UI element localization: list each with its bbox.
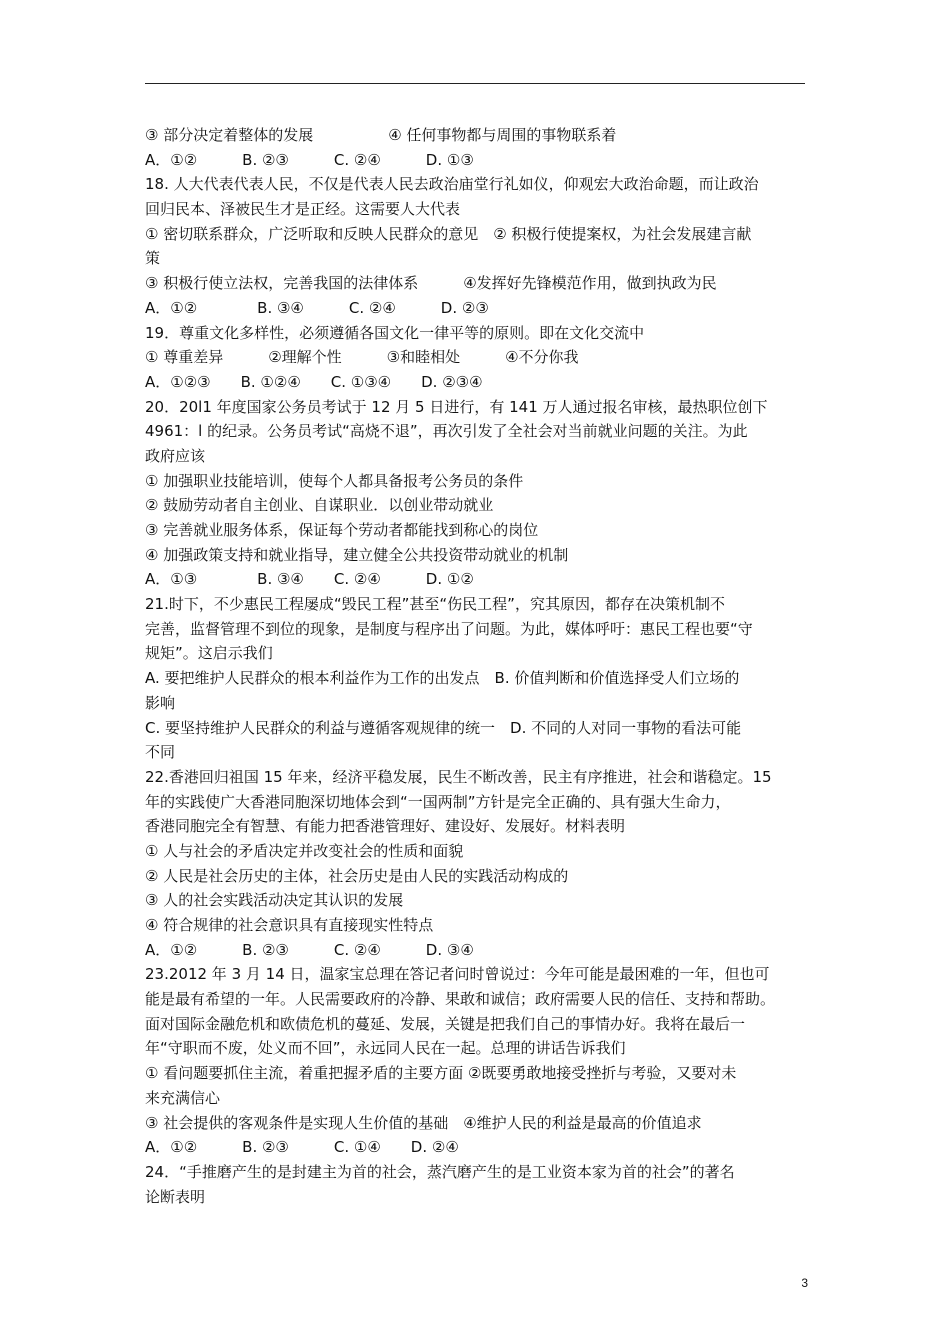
- text-line: ③ 社会提供的客观条件是实现人生价值的基础 ④维护人民的利益是最高的价值追求: [145, 1113, 702, 1132]
- text-line: 策: [145, 249, 161, 268]
- text-line: 面对国际金融危机和欧债危机的蔓延、发展，关键是把我们自己的事情办好。我将在最后一: [145, 1014, 746, 1033]
- answer-options: A．①② B. ②③ C. ②④ D. ③④: [145, 940, 474, 959]
- text-line: ④ 符合规律的社会意识具有直接现实性特点: [145, 916, 434, 934]
- question-24: 24．“手推磨产生的是封建主为首的社会，蒸汽磨产生的是工业资本家为首的社会”的著名: [145, 1162, 735, 1181]
- text-line: ① 密切联系群众，广泛听取和反映人民群众的意见 ② 积极行使提案权，为社会发展建言献: [145, 224, 752, 243]
- text-line: ③ 积极行使立法权，完善我国的法律体系 ④发挥好先锋模范作用，做到执政为民: [145, 274, 717, 293]
- text-line: ① 人与社会的矛盾决定并改变社会的性质和面貌: [145, 841, 464, 860]
- text-line: 影响: [145, 693, 176, 712]
- answer-options: A．①②③ B. ①②④ C. ①③④ D. ②③④: [145, 372, 483, 391]
- text-line: ② 人民是社会历史的主体，社会历史是由人民的实践活动构成的: [145, 866, 569, 885]
- text-line: ② 鼓励劳动者自主创业、自谋职业．以创业带动就业: [145, 496, 494, 515]
- question-23: 23.2012 年 3 月 14 日，温家宝总理在答记者问时曾说过：今年可能是最困难的一年，但也可: [145, 965, 770, 984]
- page-body: [145, 123, 810, 1209]
- question-19: 19．尊重文化多样性，必须遵循各国文化一律平等的原则。即在文化交流中: [145, 323, 645, 342]
- question-18: 18. 人大代表代表人民，不仅是代表人民去政治庙堂行礼如仪，仰观宏大政治命题，而让政治: [145, 175, 759, 194]
- question-22: 22.香港回归祖国 15 年来，经济平稳发展，民生不断改善，民主有序推进，社会和谐稳定。15: [145, 767, 772, 786]
- header-rule: [145, 83, 805, 84]
- answer-options: A．①② B. ③④ C. ②④ D. ②③: [145, 298, 489, 317]
- text-line: ① 加强职业技能培训，使每个人都具备报考公务员的条件: [145, 471, 524, 490]
- text-line: 论断表明: [145, 1187, 206, 1206]
- text-line: ① 尊重差异 ②理解个性 ③和睦相处 ④不分你我: [145, 348, 579, 367]
- question-21: 21.时下，不少惠民工程屡成“毁民工程”甚至“伤民工程”，究其原因，都存在决策机制不: [145, 595, 725, 614]
- text-line: 年“守职而不废，处义而不回”，永远同人民在一起。总理的讲话告诉我们: [145, 1039, 626, 1058]
- text-line: 回归民本、泽被民生才是正经。这需要人大代表: [145, 200, 461, 219]
- text-line: 香港同胞完全有智慧、有能力把香港管理好、建设好、发展好。材料表明: [145, 817, 626, 836]
- text-line: 年的实践使广大香港同胞深切地体会到“一国两制”方针是完全正确的、具有强大生命力，: [145, 792, 731, 811]
- question-20: 20．20l1 年度国家公务员考试于 12 月 5 日进行，有 141 万人通过报名审核，最热职位创下: [145, 397, 768, 416]
- answer-options: A．①② B. ②③ C. ①④ D. ②④: [145, 1138, 459, 1157]
- text-line: 不同: [145, 743, 176, 762]
- text-line: 4961：l 的纪录。公务员考试“高烧不退”，再次引发了全社会对当前就业问题的关注。为此: [145, 422, 748, 441]
- text-line: ④ 加强政策支持和就业指导，建立健全公共投资带动就业的机制: [145, 545, 569, 564]
- page-number: 3: [801, 1276, 808, 1290]
- text-line: ① 看问题要抓住主流，着重把握矛盾的主要方面 ②既要勇敢地接受挫折与考验，又要对未: [145, 1064, 737, 1083]
- answer-options: A．①② B. ②③ C. ②④ D. ①③: [145, 150, 474, 169]
- answer-options: A．①③ B. ③④ C. ②④ D. ①②: [145, 570, 474, 589]
- text-line: 来充满信心: [145, 1088, 221, 1107]
- text-line: C. 要坚持维护人民群众的利益与遵循客观规律的统一 D. 不同的人对同一事物的看法可能: [145, 718, 742, 737]
- text-line: ③ 完善就业服务体系，保证每个劳动者都能找到称心的岗位: [145, 521, 539, 539]
- text-line: A. 要把维护人民群众的根本利益作为工作的出发点 B. 价值判断和价值选择受人们立场的: [145, 669, 740, 688]
- text-line: 政府应该: [145, 446, 206, 465]
- text-line: 能是最有希望的一年。人民需要政府的冷静、果敢和诚信；政府需要人民的信任、支持和帮助。: [145, 990, 776, 1009]
- text-line: 完善，监督管理不到位的现象，是制度与程序出了问题。为此，媒体呼吁：惠民工程也要“守: [145, 619, 753, 638]
- text-line: ③ 人的社会实践活动决定其认识的发展: [145, 891, 404, 910]
- text-line: ③ 部分决定着整体的发展 ④ 任何事物都与周围的事物联系着: [145, 126, 617, 144]
- text-line: 规矩”。这启示我们: [145, 644, 273, 663]
